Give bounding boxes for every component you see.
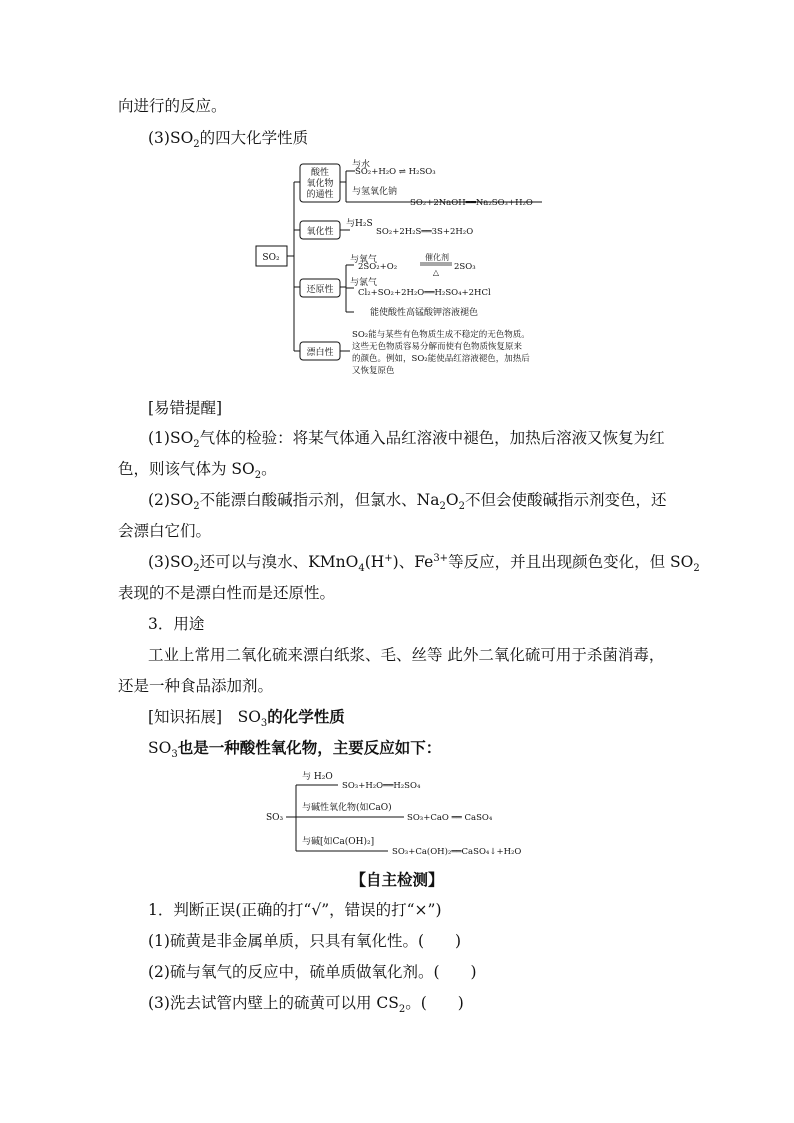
- d2-edge2-condition: 与碱性氧化物(如CaO): [302, 803, 392, 813]
- branch4-note-line1: SO₂能与某些有色物质生成不稳定的无色物质。: [352, 330, 530, 340]
- reminder-item2-line1: $(2)SO_2$不能漂白酸碱指示剂，但氯水、$Na_2O_2$不但会使酸碱指示剂变色，还: [148, 491, 667, 513]
- so3-reactions-diagram: [262, 765, 572, 863]
- reminder-item3-line1: $(3)SO_2$还可以与溴水、KMnO$_4$(H+)、$Fe^{3+}$等反应，并且出现颜色变化，但 $SO_2$: [148, 552, 700, 575]
- branch1-edge2-equation: SO₂+2NaOH══Na₂SO₃+H₂O: [410, 198, 533, 208]
- branch1-edge1-equation: SO₂+H₂O ⇌ H₂SO₃: [355, 167, 436, 177]
- branch3-edge1-condition: 与氧气: [350, 255, 378, 265]
- d2-edge1-equation: SO₃+H₂O══H₂SO₄: [342, 781, 421, 791]
- reminder-item1-line2: 色，则该气体为 $SO_2$。: [118, 460, 277, 482]
- branch1-edge2-condition: 与氢氧化钠: [352, 187, 398, 197]
- branch2-edge1-equation: SO₂+2H₂S══3S+2H₂O: [376, 227, 474, 237]
- reminder-title: [易错提醒]: [148, 399, 223, 417]
- branch1-label-line1: 酸性: [310, 168, 330, 178]
- usage-line1: 工业上常用二氧化硫来漂白纸浆、毛、丝等 此外二氧化硫可用于杀菌消毒，: [148, 646, 665, 664]
- selftest-title: 【自主检测】: [350, 870, 444, 889]
- reminder-item1-line1: $(1)SO_2$气体的检验：将某气体通入品红溶液中褪色，加热后溶液又恢复为红: [148, 429, 665, 451]
- d2-edge3-condition: 与碱[如Ca(OH)₂]: [302, 837, 375, 847]
- continued-line: 向进行的反应。: [118, 97, 227, 115]
- reminder-item3-line2: 表现的不是漂白性而是还原性。: [118, 584, 336, 602]
- extension-title: [知识拓展] $SO_3$的化学性质: [148, 707, 345, 730]
- selftest-item1: (1)硫黄是非金属单质，只具有氧化性。( ): [148, 932, 462, 950]
- branch4-label: 漂白性: [306, 348, 334, 358]
- branch1-edge1-condition: 与水: [352, 160, 371, 170]
- branch3-edge1-heat: △: [432, 268, 440, 277]
- branch3-edge1-equation-left: 2SO₂+O₂: [358, 262, 398, 272]
- reminder-item2-line2: 会漂白它们。: [118, 522, 212, 540]
- d2-edge3-equation: SO₃+Ca(OH)₂══CaSO₄↓+H₂O: [392, 847, 522, 857]
- diagram2-root: SO₃: [266, 813, 284, 823]
- branch1-label-line3: 的通性: [306, 190, 334, 200]
- so2-properties-diagram: [250, 155, 600, 387]
- branch4-note-line3: 的颜色。例如，SO₂能使品红溶液褪色，加热后: [352, 354, 530, 364]
- branch1-label-line2: 氧化物: [306, 179, 334, 189]
- branch4-note-line2: 这些无色物质容易分解而使有色物质恢复原来: [352, 342, 523, 352]
- branch2-label: 氧化性: [306, 227, 334, 237]
- branch3-edge2-equation: Cl₂+SO₂+2H₂O══H₂SO₄+2HCl: [358, 288, 491, 298]
- branch3-edge3-text: 能使酸性高锰酸钾溶液褪色: [370, 308, 479, 318]
- extension-line: $SO_3$也是一种酸性氧化物，主要反应如下：: [148, 738, 442, 761]
- branch3-edge1-catalyst: 催化剂: [425, 253, 449, 262]
- section-heading-so2-properties: $(3)SO_2$的四大化学性质: [148, 129, 309, 151]
- selftest-item2: (2)硫与氧气的反应中，硫单质做氧化剂。( ): [148, 963, 477, 981]
- branch3-label: 还原性: [306, 285, 334, 295]
- selftest-item3: (3)洗去试管内壁上的硫黄可以用 $CS_2$。( ): [148, 994, 464, 1016]
- branch2-edge1-condition: 与H₂S: [346, 219, 373, 229]
- branch4-note-line4: 又恢复原色: [352, 366, 395, 376]
- diagram1-root: SO₂: [262, 253, 280, 263]
- branch3-edge1-equation-right: 2SO₃: [454, 262, 476, 272]
- d2-edge1-condition: 与 H₂O: [302, 772, 333, 782]
- usage-title: 3．用途: [148, 615, 205, 633]
- branch3-edge2-condition: 与氯气: [350, 278, 378, 288]
- usage-line2: 还是一种食品添加剂。: [118, 677, 274, 695]
- selftest-q1: 1．判断正误(正确的打“√”，错误的打“×”): [148, 901, 442, 919]
- d2-edge2-equation: SO₃+CaO ══ CaSO₄: [407, 813, 493, 823]
